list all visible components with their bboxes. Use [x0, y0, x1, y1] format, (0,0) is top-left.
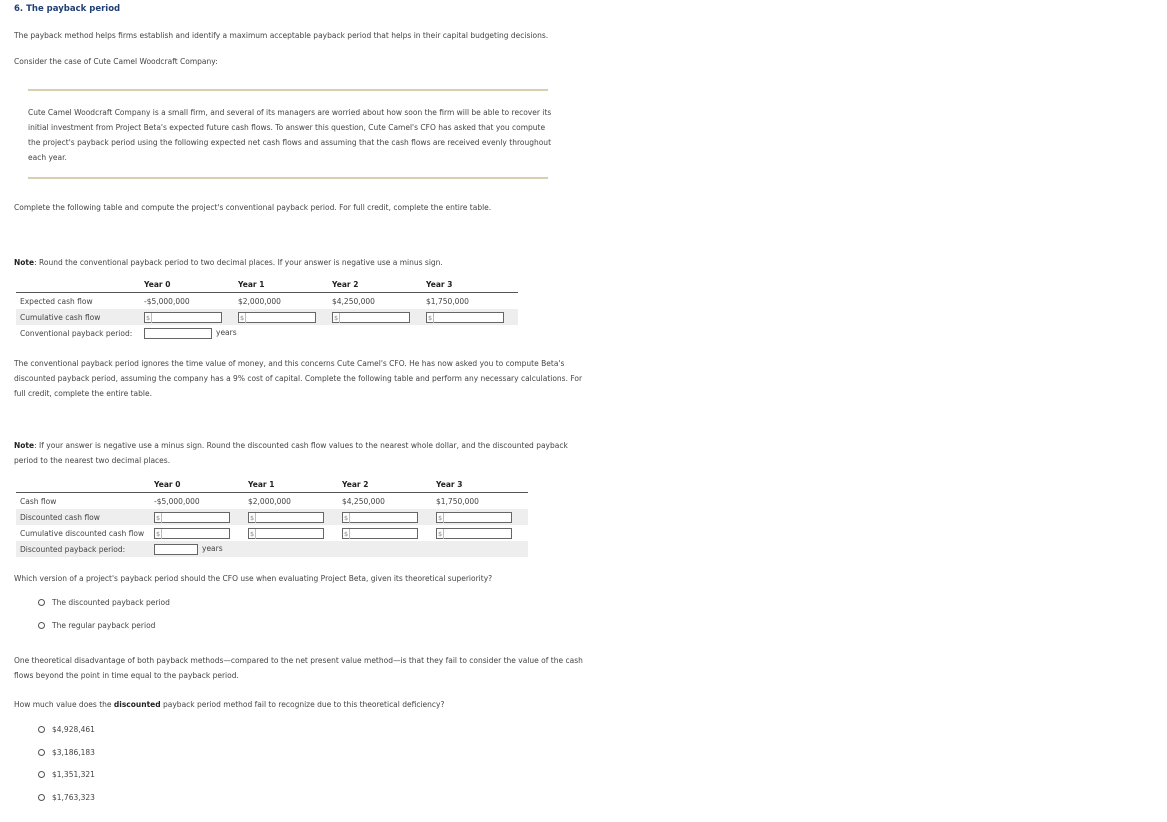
- cumulative-cash-flow-label: Cumulative cash flow: [16, 309, 144, 325]
- years-label: years: [202, 544, 223, 553]
- expected-cf-year-3: $1,750,000: [426, 296, 469, 306]
- cumulative-cash-flow-row: [16, 309, 518, 325]
- question-2-bold: discounted: [113, 700, 161, 709]
- cash-flow-row: [16, 493, 528, 510]
- q1-option-label: The regular payback period: [52, 621, 156, 630]
- question-2-post: payback period method fail to recognize due to this theoretical deficiency?: [160, 700, 445, 709]
- cumulative-cf-year-3-input[interactable]: [426, 312, 504, 323]
- radio-icon[interactable]: [38, 726, 45, 733]
- discounted-cash-flow-row: [16, 509, 528, 525]
- note-1-label: Note: [14, 258, 35, 267]
- q1-option-regular[interactable]: [38, 621, 155, 630]
- discounted-cf-year-1-input[interactable]: [248, 512, 324, 523]
- dollar-prefix: $: [438, 513, 443, 522]
- discounted-cash-flow-label: Discounted cash flow: [16, 509, 154, 525]
- radio-icon[interactable]: [38, 794, 45, 801]
- expected-cash-flow-label: Expected cash flow: [20, 296, 93, 306]
- header-year-0: Year 0: [154, 478, 248, 493]
- header-year-3: Year 3: [436, 478, 528, 493]
- dollar-prefix: $: [240, 313, 245, 322]
- conventional-payback-label: Conventional payback period:: [20, 328, 133, 338]
- q2-option-4[interactable]: [38, 793, 95, 802]
- q2-option-label: $4,928,461: [52, 725, 95, 734]
- dollar-prefix: $: [428, 313, 433, 322]
- header-year-2: Year 2: [342, 478, 436, 493]
- header-year-1: Year 1: [238, 278, 332, 293]
- header-year-2: Year 2: [332, 278, 426, 293]
- header-year-0: Year 0: [144, 278, 238, 293]
- q2-option-1[interactable]: [38, 725, 95, 734]
- case-box-top-rule: [28, 89, 548, 91]
- discounted-payback-label: Discounted payback period:: [16, 541, 154, 557]
- conventional-payback-input[interactable]: [144, 328, 212, 339]
- cash-flow-year-0: -$5,000,000: [154, 496, 200, 506]
- radio-icon[interactable]: [38, 771, 45, 778]
- q2-option-label: $1,351,321: [52, 770, 95, 779]
- discounted-payback-row: [16, 541, 528, 557]
- note-2-label: Note: [14, 441, 35, 450]
- discounted-payback-table: [16, 478, 528, 557]
- q2-option-2[interactable]: [38, 748, 95, 757]
- radio-icon[interactable]: [38, 622, 45, 629]
- dollar-prefix: $: [250, 513, 255, 522]
- discounted-cf-year-0-input[interactable]: [154, 512, 230, 523]
- question-2-pre: How much value does the: [14, 700, 114, 709]
- intro-text: The payback method helps firms establish and identify a maximum acceptable payback period that helps in their capital budgeting decisions.: [14, 31, 549, 40]
- header-blank: [16, 278, 144, 293]
- dollar-prefix: $: [344, 529, 349, 538]
- cumulative-discounted-label: Cumulative discounted cash flow: [20, 528, 145, 538]
- discounted-cf-year-3-input[interactable]: [436, 512, 512, 523]
- expected-cf-year-0: -$5,000,000: [144, 296, 190, 306]
- cumulative-cf-year-1-input[interactable]: [238, 312, 316, 323]
- discounted-intro-text: The conventional payback period ignores the time value of money, and this concerns Cute Camel's CFO. He has now asked you to compute Beta's discounted payback period, assuming the company has a 9% cost of capital. Complete the following table and perform any necessary calculations. For full credit, complete the entire table.: [14, 359, 583, 398]
- discounted-payback-input[interactable]: [154, 544, 198, 555]
- case-description: Cute Camel Woodcraft Company is a small firm, and several of its managers are worried about how soon the firm will be able to recover its initial investment from Project Beta's expected future cash flows. To answer this question, Cute Camel's CFO has asked that you compute the project's payback period using the following expected net cash flows and assuming that the cash flows are received evenly throughout each year.: [28, 108, 552, 162]
- expected-cf-year-1: $2,000,000: [238, 296, 281, 306]
- cash-flow-year-3: $1,750,000: [436, 496, 479, 506]
- cumulative-dcf-year-1-input[interactable]: [248, 528, 324, 539]
- disadvantage-text: One theoretical disadvantage of both payback methods—compared to the net present value method—is that they fail to consider the value of the cash flows beyond the point in time equal to the payback period.: [14, 656, 583, 680]
- q2-option-3[interactable]: [38, 770, 95, 779]
- cash-flow-year-1: $2,000,000: [248, 496, 291, 506]
- question-1: Which version of a project's payback period should the CFO use when evaluating Project Beta, given its theoretical superiority?: [14, 574, 493, 583]
- cumulative-dcf-year-2-input[interactable]: [342, 528, 418, 539]
- header-year-3: Year 3: [426, 278, 518, 293]
- conventional-payback-row: [16, 325, 518, 341]
- note-2: [14, 438, 584, 468]
- radio-icon[interactable]: [38, 749, 45, 756]
- dollar-prefix: $: [438, 529, 443, 538]
- note-1: [14, 255, 1134, 270]
- expected-cf-year-2: $4,250,000: [332, 296, 375, 306]
- consider-text: Consider the case of Cute Camel Woodcraft Company:: [14, 57, 218, 66]
- case-box-bottom-rule: [28, 177, 548, 179]
- note-1-text: : Round the conventional payback period to two decimal places. If your answer is negative use a minus sign.: [34, 258, 443, 267]
- q1-option-discounted[interactable]: [38, 598, 170, 607]
- cumulative-cf-year-0-input[interactable]: [144, 312, 222, 323]
- conventional-payback-table: [16, 278, 518, 341]
- radio-icon[interactable]: [38, 599, 45, 606]
- dollar-prefix: $: [146, 313, 151, 322]
- instruction-1: Complete the following table and compute the project's conventional payback period. For full credit, complete the entire table.: [14, 203, 492, 212]
- discounted-cf-year-2-input[interactable]: [342, 512, 418, 523]
- cumulative-discounted-row: [16, 525, 528, 541]
- years-label: years: [216, 328, 237, 337]
- dollar-prefix: $: [156, 513, 161, 522]
- page-title: 6. The payback period: [14, 4, 121, 14]
- dollar-prefix: $: [344, 513, 349, 522]
- cash-flow-year-2: $4,250,000: [342, 496, 385, 506]
- note-2-text: : If your answer is negative use a minus sign. Round the discounted cash flow values to the nearest whole dollar, and the discounted payback period to the nearest two decimal places.: [14, 441, 568, 465]
- question-2: [14, 697, 1134, 712]
- expected-cash-flow-row: [16, 293, 518, 310]
- dollar-prefix: $: [250, 529, 255, 538]
- cumulative-dcf-year-0-input[interactable]: [154, 528, 230, 539]
- q2-option-label: $1,763,323: [52, 793, 95, 802]
- header-blank: [16, 478, 154, 493]
- header-year-1: Year 1: [248, 478, 342, 493]
- cumulative-cf-year-2-input[interactable]: [332, 312, 410, 323]
- dollar-prefix: $: [334, 313, 339, 322]
- cumulative-dcf-year-3-input[interactable]: [436, 528, 512, 539]
- q2-option-label: $3,186,183: [52, 748, 95, 757]
- dollar-prefix: $: [156, 529, 161, 538]
- cash-flow-label: Cash flow: [20, 496, 57, 506]
- q1-option-label: The discounted payback period: [52, 598, 170, 607]
